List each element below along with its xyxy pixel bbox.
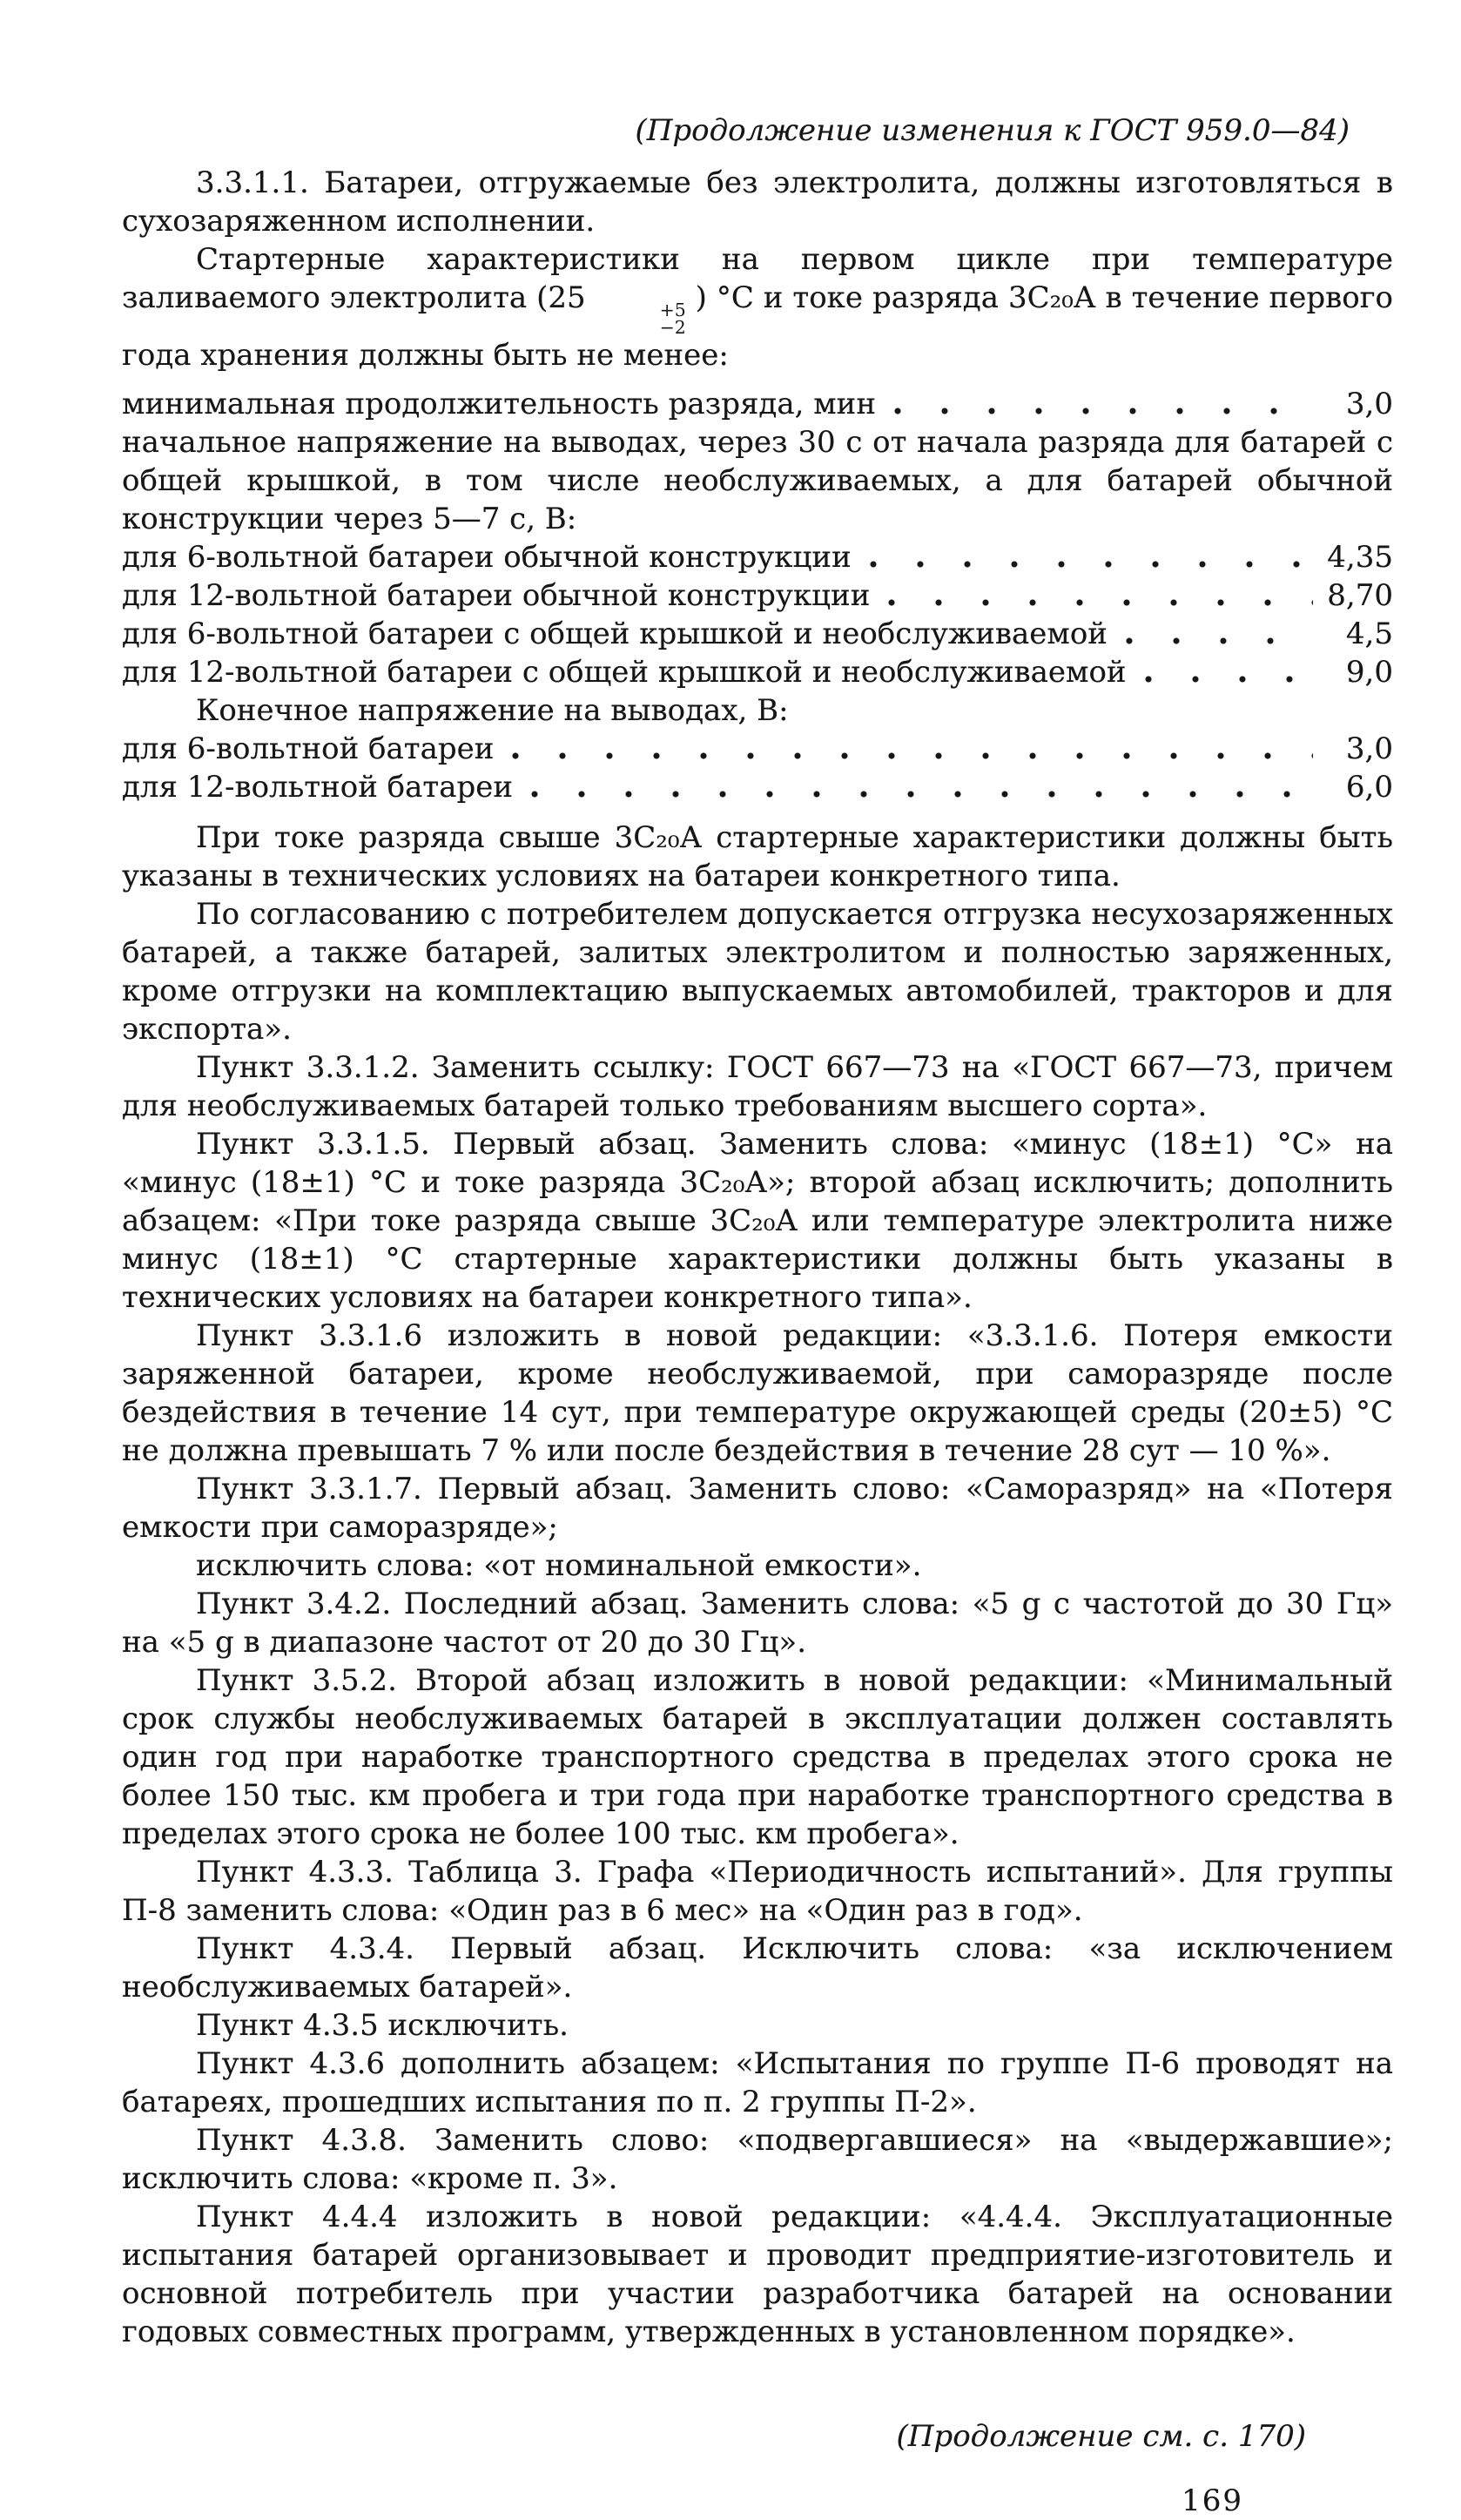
paragraph-exclude-words: исключить слова: «от номинальной емкости».	[196, 1547, 922, 1583]
paragraph-punkt-3-3-1-7: Пункт 3.3.1.7. Первый абзац. Заменить слово: «Саморазряд» на «Потеря емкости при саморазряде»;	[122, 1471, 1393, 1545]
spec-row-12v-common-lid	[122, 653, 1393, 691]
spec-row-label: для 12-вольтной батареи	[122, 769, 514, 805]
spec-row-initial-voltage: начальное напряжение на выводах, через 30 с от начала разряда для батарей с общей крышкой, в том числе необслуживаемых, а для батарей обычной конструкции через 5—7 с, В:	[122, 424, 1393, 536]
spec-row-value: 3,0	[1345, 386, 1393, 421]
spec-row-label: для 6-вольтной батареи обычной конструкции	[122, 539, 852, 575]
dot-leader	[1144, 675, 1313, 684]
dot-leader	[893, 407, 1313, 415]
spec-row-6v-final	[122, 730, 1393, 768]
paragraph-punkt-3-3-1-6: Пункт 3.3.1.6 изложить в новой редакции: «3.3.1.6. Потеря емкости заряженной батареи, кроме необслуживаемой, при саморазряде после бездействия в течение 14 сут, при температуре окружающей среды (20±5) °С не должна превышать 7 % или после бездействия в течение 28 сут — 10 %».	[122, 1317, 1393, 1468]
dot-leader	[511, 751, 1313, 760]
paragraph-punkt-4-3-6: Пункт 4.3.6 дополнить абзацем: «Испытания по группе П-6 проводят на батареях, прошедших испытания по п. 2 группы П-2».	[122, 2045, 1393, 2119]
spec-row-6v-common-lid	[122, 615, 1393, 653]
paragraph-punkt-4-4-4: Пункт 4.4.4 изложить в новой редакции: «4.4.4. Эксплуатационные испытания батарей организовывает и проводит предприятие-изготовитель и основной потребитель при участии разработчика батарей на основании годовых совместных программ, утвержденных в установленном порядке».	[122, 2199, 1393, 2349]
paragraph-consumer-agreement: По согласованию с потребителем допускается отгрузка несухозаряженных батарей, а также батарей, залитых электролитом и полностью заряженных, кроме отгрузки на комплектацию выпускаемых автомобилей, тракторов и для экспорта».	[122, 896, 1393, 1047]
paragraph-punkt-4-3-8: Пункт 4.3.8. Заменить слово: «подвергавшиеся» на «выдержавшие»; исключить слова: «кроме п. 3».	[122, 2122, 1393, 2196]
paragraph-punkt-3-3-1-2: Пункт 3.3.1.2. Заменить ссылку: ГОСТ 667—73 на «ГОСТ 667—73, причем для необслуживаемых батарей только требованиям высшего сорта».	[122, 1049, 1393, 1123]
spec-row-value: 3,0	[1345, 731, 1393, 766]
paragraph-punkt-3-5-2: Пункт 3.5.2. Второй абзац изложить в новой редакции: «Минимальный срок службы необслуживаемых батарей в эксплуатации должен составлять один год при наработке транспортного средства в пределах этого срока не более 150 тыс. км пробега и три года при наработке транспортного средства в пределах этого срока не более 100 тыс. км пробега».	[122, 1662, 1393, 1851]
spec-row-min-duration	[122, 385, 1393, 423]
spec-row-label: для 12-вольтной батареи обычной конструкции	[122, 577, 871, 613]
spec-row-6v-regular	[122, 538, 1393, 576]
paragraph-3-3-1-1: 3.3.1.1. Батареи, отгружаемые без электролита, должны изготовляться в сухозаряженном исполнении.	[122, 165, 1393, 239]
spec-list	[122, 385, 1393, 806]
paragraph-punkt-3-4-2: Пункт 3.4.2. Последний абзац. Заменить слова: «5 g с частотой до 30 Гц» на «5 g в диапазоне частот от 20 до 30 Гц».	[122, 1586, 1393, 1660]
spec-row-label: для 6-вольтной батареи	[122, 731, 495, 766]
spec-row-final-voltage-heading: Конечное напряжение на выводах, В:	[196, 692, 789, 728]
spec-row-label: для 12-вольтной батареи с общей крышкой и необслуживаемой	[122, 654, 1127, 690]
starter-text-pre: Стартерные характеристики на первом цикле при температуре заливаемого электролита (25	[122, 242, 1393, 315]
continuation-header-note: (Продолжение изменения к ГОСТ 959.0—84)	[635, 113, 1350, 148]
dot-leader	[1125, 637, 1313, 645]
paragraph-starter-characteristics	[122, 240, 1393, 374]
starter-text-post: ) °С и токе разряда 3С₂₀А в течение первого года хранения должны быть не менее:	[122, 280, 1393, 373]
tolerance-upper: +5	[659, 300, 686, 321]
spec-row-value: 4,5	[1345, 616, 1393, 651]
tolerance-lower: −2	[659, 316, 686, 338]
spec-row-label: для 6-вольтной батареи с общей крышкой и необслуживаемой	[122, 616, 1108, 651]
spec-row-value: 6,0	[1345, 769, 1393, 805]
paragraph-punkt-4-3-4: Пункт 4.3.4. Первый абзац. Исключить слова: «за исключением необслуживаемых батарей».	[122, 1930, 1393, 2005]
dot-leader	[530, 790, 1313, 798]
paragraph-discharge-current: При токе разряда свыше 3С₂₀А стартерные характеристики должны быть указаны в технических условиях на батареи конкретного типа.	[122, 819, 1393, 893]
dot-leader	[887, 598, 1313, 607]
dot-leader	[869, 560, 1313, 569]
paragraph-punkt-4-3-3: Пункт 4.3.3. Таблица 3. Графа «Периодичность испытаний». Для группы П-8 заменить слова: «Один раз в 6 мес» на «Один раз в год».	[122, 1854, 1393, 1928]
spec-row-12v-final	[122, 768, 1393, 806]
spec-row-value: 9,0	[1345, 654, 1393, 690]
spec-row-value: 4,35	[1327, 539, 1393, 575]
spec-row-12v-regular	[122, 576, 1393, 615]
continuation-footer-note: (Продолжение см. с. 170)	[896, 2418, 1306, 2454]
tolerance-fraction	[586, 302, 686, 336]
paragraph-punkt-3-3-1-5: Пункт 3.3.1.5. Первый абзац. Заменить слова: «минус (18±1) °С» на «минус (18±1) °С и токе разряда 3С₂₀А»; второй абзац исключить; дополнить абзацем: «При токе разряда свыше 3С₂₀А или температуре электролита ниже минус (18±1) °С стартерные характеристики должны быть указаны в технических условиях на батареи конкретного типа».	[122, 1126, 1393, 1315]
page-number: 169	[1182, 2483, 1243, 2518]
spec-row-label: минимальная продолжительность разряда, мин	[122, 386, 877, 421]
spec-row-value: 8,70	[1327, 577, 1393, 613]
paragraph-punkt-4-3-5: Пункт 4.3.5 исключить.	[196, 2007, 569, 2043]
